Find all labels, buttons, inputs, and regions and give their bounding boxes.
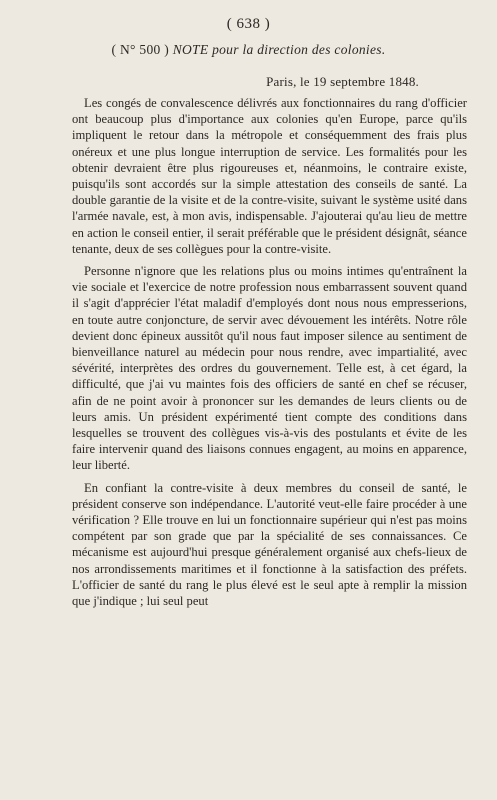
body-text [72,95,467,615]
paragraph: En confiant la contre-visite à deux membres du conseil de santé, le président conserve son indépendance. L'autorité veut-elle faire procéder à une vérification ? Elle trouve en lui un fonctionnaire supérieur qui n'est pas moins compétent par son grade que par la spécialité de ses connaissances. Ce mécanisme est aujourd'hui presque généralement organisé aux chefs-lieux de nos arrondissements maritimes et il fonctionne à la satisfaction des préfets. L'officier de santé du rang le plus élevé est le seul apte à remplir la mission que j'indique ; lui seul peut [72,480,467,609]
document-number: ( N° 500 ) [111,42,170,57]
paragraph: Personne n'ignore que les relations plus ou moins intimes qu'entraînent la vie sociale et l'exercice de notre profession nous embarrassent souvent quand il s'agit d'apprécier l'état maladif d'employés dont nous nous empresserions, en toute autre conjoncture, de servir avec dévouement les intérêts. Notre rôle devient donc épineux aussitôt qu'il nous faut imposer silence au sentiment de bienveillance naturel au médecin pour nous rendre, avec impartialité, avec sévérité, interprètes des ordres du gouvernement. Telle est, à cet égard, la difficulté, que j'ai vu maintes fois des officiers de santé en chef se récuser, afin de ne point avoir à prononcer sur les demandes de leurs clients ou de leurs amis. Un président expérimenté tient compte des conditions dans lesquelles se trouvent des collègues vis-à-vis des postulants et évite de les faire intervenir quand des liaisons connues engagent, au moins en apparence, leur liberté. [72,264,467,473]
page-number: ( 638 ) [226,16,271,32]
document-heading [0,42,497,58]
document-title: NOTE pour la direction des colonies. [172,42,386,57]
paragraph: Les congés de convalescence délivrés aux fonctionnaires du rang d'officier ont beaucoup plus d'importance aux colonies qu'en Europe, parce qu'ils impliquent le retour dans la métropole et conséquemment des frais plus onéreux et une plus longue interruption de service. Les formalités pour les obtenir devraient être plus rigoureuses et, néanmoins, le contraire existe, puisqu'ils sont accordés sur la simple attestation des conseils de santé. La double garantie de la visite et de la contre-visite, suivant le système usité dans l'armée navale, est, à mon avis, indispensable. J'ajouterai qu'au lieu de mettre en action le conseil entier, il serait préférable que le président désignât, séance tenante, deux de ses collègues pour la contre-visite. [72,96,467,256]
dateline: Paris, le 19 septembre 1848. [266,74,419,89]
